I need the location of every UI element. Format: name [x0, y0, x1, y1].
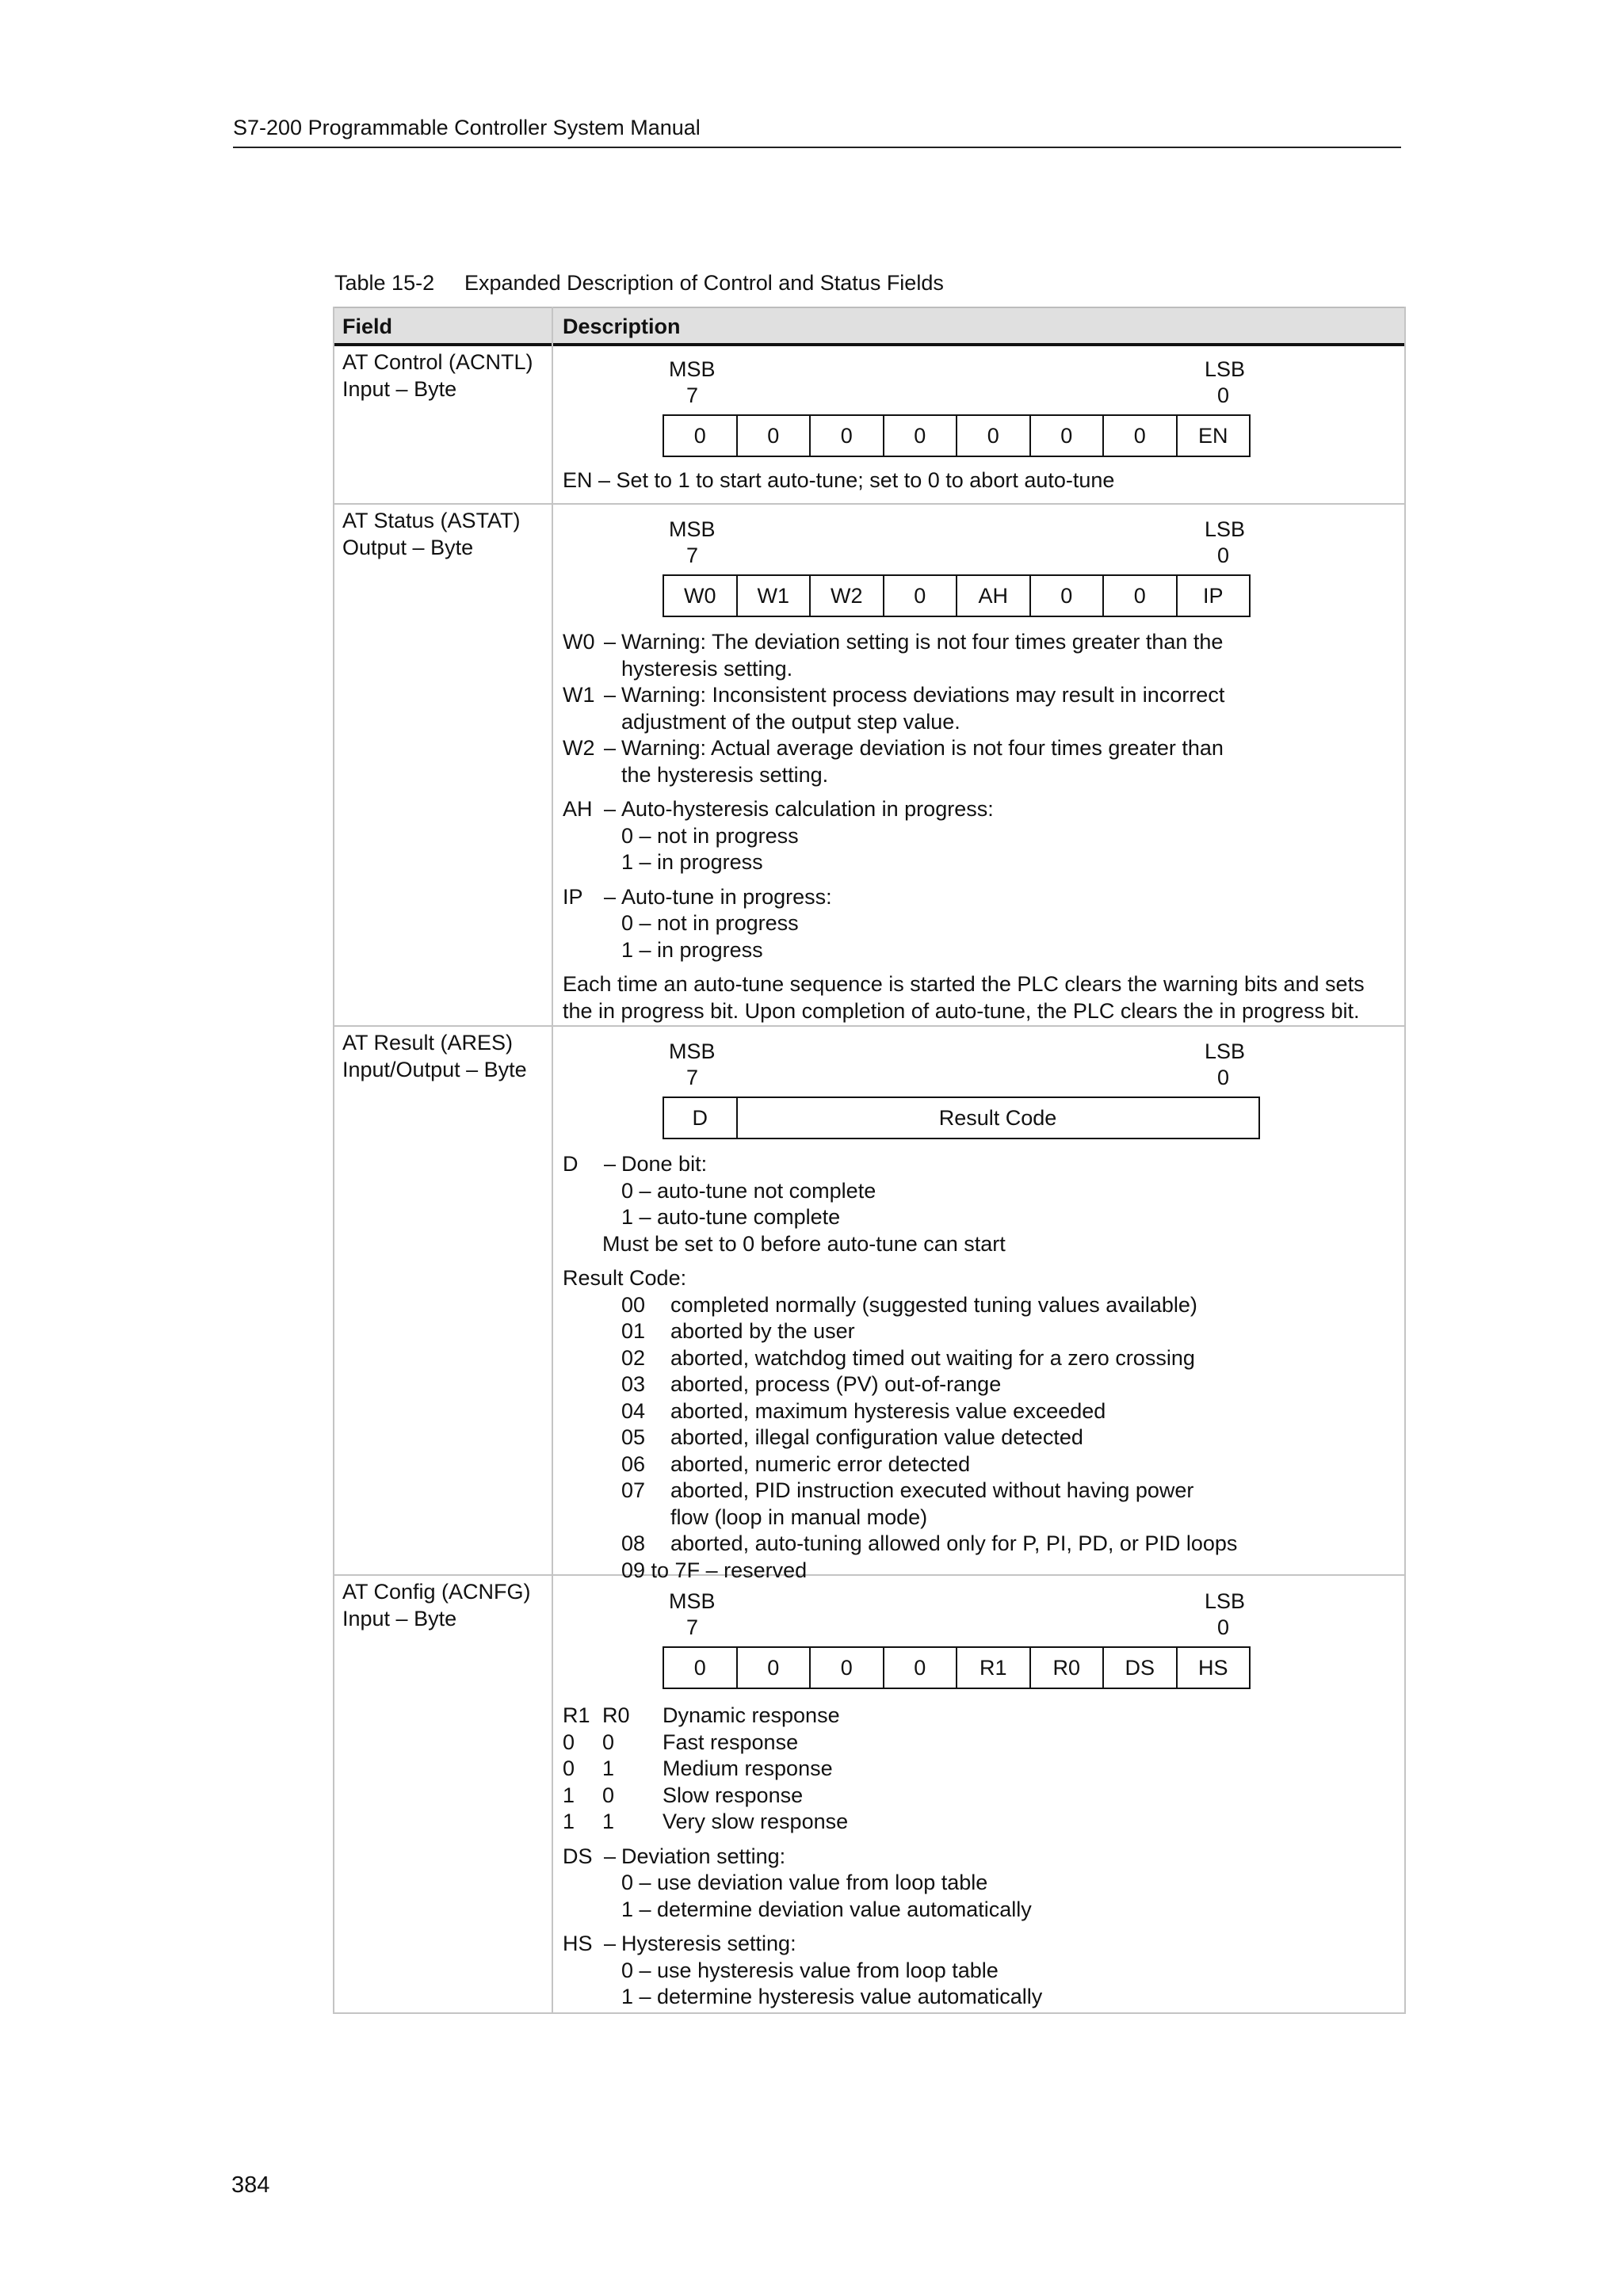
- response-row: [563, 1783, 1042, 1810]
- bit-text: 1 – determine hysteresis value automatically: [621, 1985, 1043, 2008]
- field-name: AT Config (ACNFG): [342, 1580, 531, 1604]
- r1-value: 1: [563, 1810, 575, 1833]
- description-column-header: Description: [563, 315, 681, 338]
- msb-label: MSB: [669, 1039, 716, 1063]
- field-column-header: Field: [342, 315, 393, 338]
- r1-value: 0: [563, 1756, 575, 1780]
- bit-cell: 0: [809, 414, 884, 457]
- field-ares: [342, 1029, 527, 1083]
- lsb-label: LSB: [1205, 1039, 1246, 1063]
- result-code: 02: [621, 1345, 646, 1370]
- bit-text: 0 – use hysteresis value from loop table: [621, 1958, 999, 1982]
- bit-cell: 0: [883, 1646, 958, 1689]
- table-header-row: [333, 307, 1406, 346]
- table-title: Expanded Description of Control and Status Fields: [464, 271, 944, 295]
- bit-key: W0: [563, 630, 595, 654]
- msb-label: MSB: [669, 517, 716, 541]
- result-code-text: aborted, PID instruction executed without having power: [670, 1478, 1194, 1502]
- field-name: AT Result (ARES): [342, 1031, 514, 1055]
- result-code-text: aborted, illegal configuration value detected: [670, 1425, 1083, 1449]
- bit-text: 0 – auto-tune not complete: [621, 1178, 876, 1203]
- bit-key: IP: [563, 884, 583, 909]
- result-code: 07: [621, 1478, 646, 1502]
- bit-cells: [663, 414, 1262, 457]
- bit-text: Warning: The deviation setting is not four times greater than the: [621, 630, 1224, 654]
- result-code: 03: [621, 1372, 646, 1396]
- en-description: EN – Set to 1 to start auto-tune; set to 0 to abort auto-tune: [563, 468, 1115, 492]
- field-type: Input – Byte: [342, 377, 457, 401]
- bit-text: Auto-hysteresis calculation in progress:: [621, 797, 994, 821]
- bit-cell: 0: [883, 574, 958, 617]
- lsb-bit: 0: [1217, 383, 1230, 407]
- bit-text: 0 – not in progress: [621, 911, 799, 935]
- result-code: 08: [621, 1531, 646, 1555]
- bit-cell: 0: [663, 414, 738, 457]
- control-status-table: [333, 307, 1406, 2014]
- result-code-cell: Result Code: [736, 1097, 1260, 1139]
- row-divider: [333, 1025, 1406, 1027]
- field-type: Input/Output – Byte: [342, 1058, 527, 1081]
- astat-description: W0 – Warning: The deviation setting is not four times greater than the hysteresis setting. W1 – Warning: Inconsistent process deviations may result in incorrect adjustment of the output step value. W2 – Warning: Actual average deviation is not four times greater than the hysteresis setting. AH – Auto-hysteresis calculation in progress: 0 – not in progress 1 – in progress IP – Auto-tune in progress: 0 – not in progress 1 – in progress Each time an auto-tune sequence is started the PLC clears the warning bits and sets the in progress bit. Upon completion of auto-tune, the PLC clears the in progress bit.: [563, 629, 1365, 1024]
- response-row: [563, 1756, 1042, 1783]
- result-code-title: Result Code:: [563, 1266, 687, 1290]
- r0-header: R0: [602, 1703, 630, 1727]
- result-code: 06: [621, 1451, 646, 1476]
- r0-value: 1: [602, 1810, 615, 1833]
- row-divider: [333, 503, 1406, 505]
- response-text: Slow response: [663, 1783, 804, 1807]
- manual-title: S7-200 Programmable Controller System Manual: [233, 116, 701, 139]
- acnfg-description: R1 R0 Dynamic response 0 0 Fast response 0 1 Medium response 1 0 Slow response 1 1 Very slow response DS – Deviation setting: 0 – use deviation value from loop table 1 – determine deviation value automatically HS – Hysteresis setting: 0 – use hysteresis value from loop table 1 – determine hysteresis value automatically: [563, 1703, 1042, 2011]
- msb-bit: 7: [686, 1066, 699, 1089]
- lsb-label: LSB: [1205, 517, 1246, 541]
- page-number: 384: [231, 2172, 270, 2198]
- bit-text: hysteresis setting.: [621, 656, 793, 681]
- bit-text: Hysteresis setting:: [621, 1932, 796, 1955]
- r0-value: 0: [602, 1730, 615, 1754]
- result-code: 00: [621, 1292, 646, 1317]
- bit-cell: 0: [883, 414, 958, 457]
- table-bottom-border: [333, 2012, 1406, 2014]
- bit-cell: 0: [663, 1646, 738, 1689]
- bit-cell: R0: [1029, 1646, 1105, 1689]
- result-code-text: completed normally (suggested tuning values available): [670, 1292, 1197, 1317]
- bit-cells: [663, 1646, 1262, 1689]
- bit-cell: 0: [956, 414, 1031, 457]
- response-header: Dynamic response: [663, 1703, 840, 1727]
- response-row: [563, 1809, 1042, 1836]
- r1-value: 1: [563, 1783, 575, 1807]
- r1-header: R1: [563, 1703, 590, 1727]
- table-number: Table 15-2: [334, 271, 435, 295]
- result-code: 04: [621, 1398, 646, 1423]
- field-astat: [342, 507, 521, 561]
- bit-key: DS: [563, 1844, 593, 1868]
- bit-text: 1 – determine deviation value automatically: [621, 1897, 1032, 1921]
- result-code-text: aborted, auto-tuning allowed only for P, PI, PD, or PID loops: [670, 1531, 1238, 1555]
- result-code-text: flow (loop in manual mode): [670, 1505, 928, 1529]
- table-caption: [334, 271, 944, 296]
- bit-text: adjustment of the output step value.: [621, 709, 960, 734]
- astat-note: the in progress bit. Upon completion of auto-tune, the PLC clears the in progress bit.: [563, 998, 1360, 1023]
- astat-note: Each time an auto-tune sequence is started the PLC clears the warning bits and sets: [563, 972, 1365, 996]
- bit-text: 1 – auto-tune complete: [621, 1205, 841, 1229]
- bit-text: 1 – in progress: [621, 937, 763, 962]
- response-text: Medium response: [663, 1756, 833, 1780]
- bit-cells: [663, 1097, 1262, 1139]
- r0-value: 1: [602, 1756, 615, 1780]
- response-text: Fast response: [663, 1730, 799, 1754]
- msb-label: MSB: [669, 357, 716, 381]
- lsb-bit: 0: [1217, 1066, 1230, 1089]
- bit-cell: DS: [1102, 1646, 1178, 1689]
- msb-label: MSB: [669, 1589, 716, 1613]
- bit-text: Must be set to 0 before auto-tune can start: [602, 1231, 1006, 1256]
- bit-cell: 0: [1029, 414, 1105, 457]
- bit-text: 0 – use deviation value from loop table: [621, 1871, 988, 1894]
- bit-cell: 0: [1102, 414, 1178, 457]
- bit-text: Warning: Actual average deviation is not four times greater than: [621, 736, 1224, 760]
- lsb-label: LSB: [1205, 357, 1246, 381]
- header-rule: [233, 147, 1401, 148]
- msb-bit: 7: [686, 383, 699, 407]
- lsb-bit: 0: [1217, 1615, 1230, 1639]
- field-type: Output – Byte: [342, 536, 474, 559]
- result-code: 01: [621, 1319, 646, 1343]
- response-header-row: [563, 1703, 1042, 1730]
- r0-value: 0: [602, 1783, 615, 1807]
- bit-cell: 0: [1029, 574, 1105, 617]
- bit-cell: HS: [1176, 1646, 1251, 1689]
- table-left-border: [333, 307, 334, 2014]
- bit-cell: W2: [809, 574, 884, 617]
- bit-text: the hysteresis setting.: [621, 762, 829, 787]
- bit-cell: EN: [1176, 414, 1251, 457]
- bit-text: Deviation setting:: [621, 1844, 786, 1868]
- bit-cell: IP: [1176, 574, 1251, 617]
- acntl-description: [563, 467, 1114, 494]
- bit-key: HS: [563, 1932, 593, 1955]
- bit-key: D: [563, 1152, 579, 1176]
- bit-key: AH: [563, 797, 593, 821]
- msb-bit: 7: [686, 543, 699, 567]
- bit-cell: W0: [663, 574, 738, 617]
- bit-cell: R1: [956, 1646, 1031, 1689]
- bit-cell: 0: [809, 1646, 884, 1689]
- response-text: Very slow response: [663, 1810, 849, 1833]
- lsb-bit: 0: [1217, 543, 1230, 567]
- column-divider: [552, 307, 553, 2014]
- bit-text: Auto-tune in progress:: [621, 884, 832, 909]
- bit-text: 1 – in progress: [621, 850, 763, 874]
- bit-cell: 0: [736, 1646, 812, 1689]
- field-name: AT Status (ASTAT): [342, 509, 521, 532]
- bit-text: Warning: Inconsistent process deviations may result in incorrect: [621, 683, 1225, 707]
- ares-description: D – Done bit: 0 – auto-tune not complete 1 – auto-tune complete Must be set to 0 before auto-tune can start Result Code: 00 completed normally (suggested tuning values available) 01 aborted by the user 02 aborted, watchdog timed out waiting for a zero crossing 03 aborted, process (PV) out-of-range 04 aborted, maximum hysteresis value exceeded 05 aborted, illegal configuration value detected 06 aborted, numeric error detected 07 aborted, PID instruction executed without having power flow (loop in manual mode) 08 aborted, auto-tuning allowed only for P, PI, PD, or PID loops 09 to 7F – reserved: [563, 1151, 1237, 1584]
- result-code-text: aborted, numeric error detected: [670, 1451, 971, 1476]
- result-code-text: aborted by the user: [670, 1319, 855, 1343]
- bit-text: 0 – not in progress: [621, 823, 799, 848]
- field-acnfg: [342, 1578, 531, 1632]
- result-code-reserved: 09 to 7F – reserved: [621, 1558, 808, 1582]
- bit-cell: 0: [736, 414, 812, 457]
- result-code: 05: [621, 1425, 646, 1449]
- result-code-text: aborted, maximum hysteresis value exceeded: [670, 1398, 1106, 1423]
- bit-key: W2: [563, 736, 595, 760]
- bit-key: W1: [563, 683, 595, 707]
- bit-cell: AH: [956, 574, 1031, 617]
- field-acntl: [342, 349, 533, 402]
- bit-cell: W1: [736, 574, 812, 617]
- bit-cells: [663, 574, 1262, 617]
- done-bit-cell: D: [663, 1097, 738, 1139]
- bit-cell: 0: [1102, 574, 1178, 617]
- result-code-text: aborted, watchdog timed out waiting for a zero crossing: [670, 1345, 1195, 1370]
- field-type: Input – Byte: [342, 1607, 457, 1630]
- msb-bit: 7: [686, 1615, 699, 1639]
- lsb-label: LSB: [1205, 1589, 1246, 1613]
- bit-text: Done bit:: [621, 1152, 708, 1176]
- response-row: [563, 1730, 1042, 1756]
- field-name: AT Control (ACNTL): [342, 350, 533, 374]
- r1-value: 0: [563, 1730, 575, 1754]
- result-code-text: aborted, process (PV) out-of-range: [670, 1372, 1002, 1396]
- table-right-border: [1404, 307, 1406, 2014]
